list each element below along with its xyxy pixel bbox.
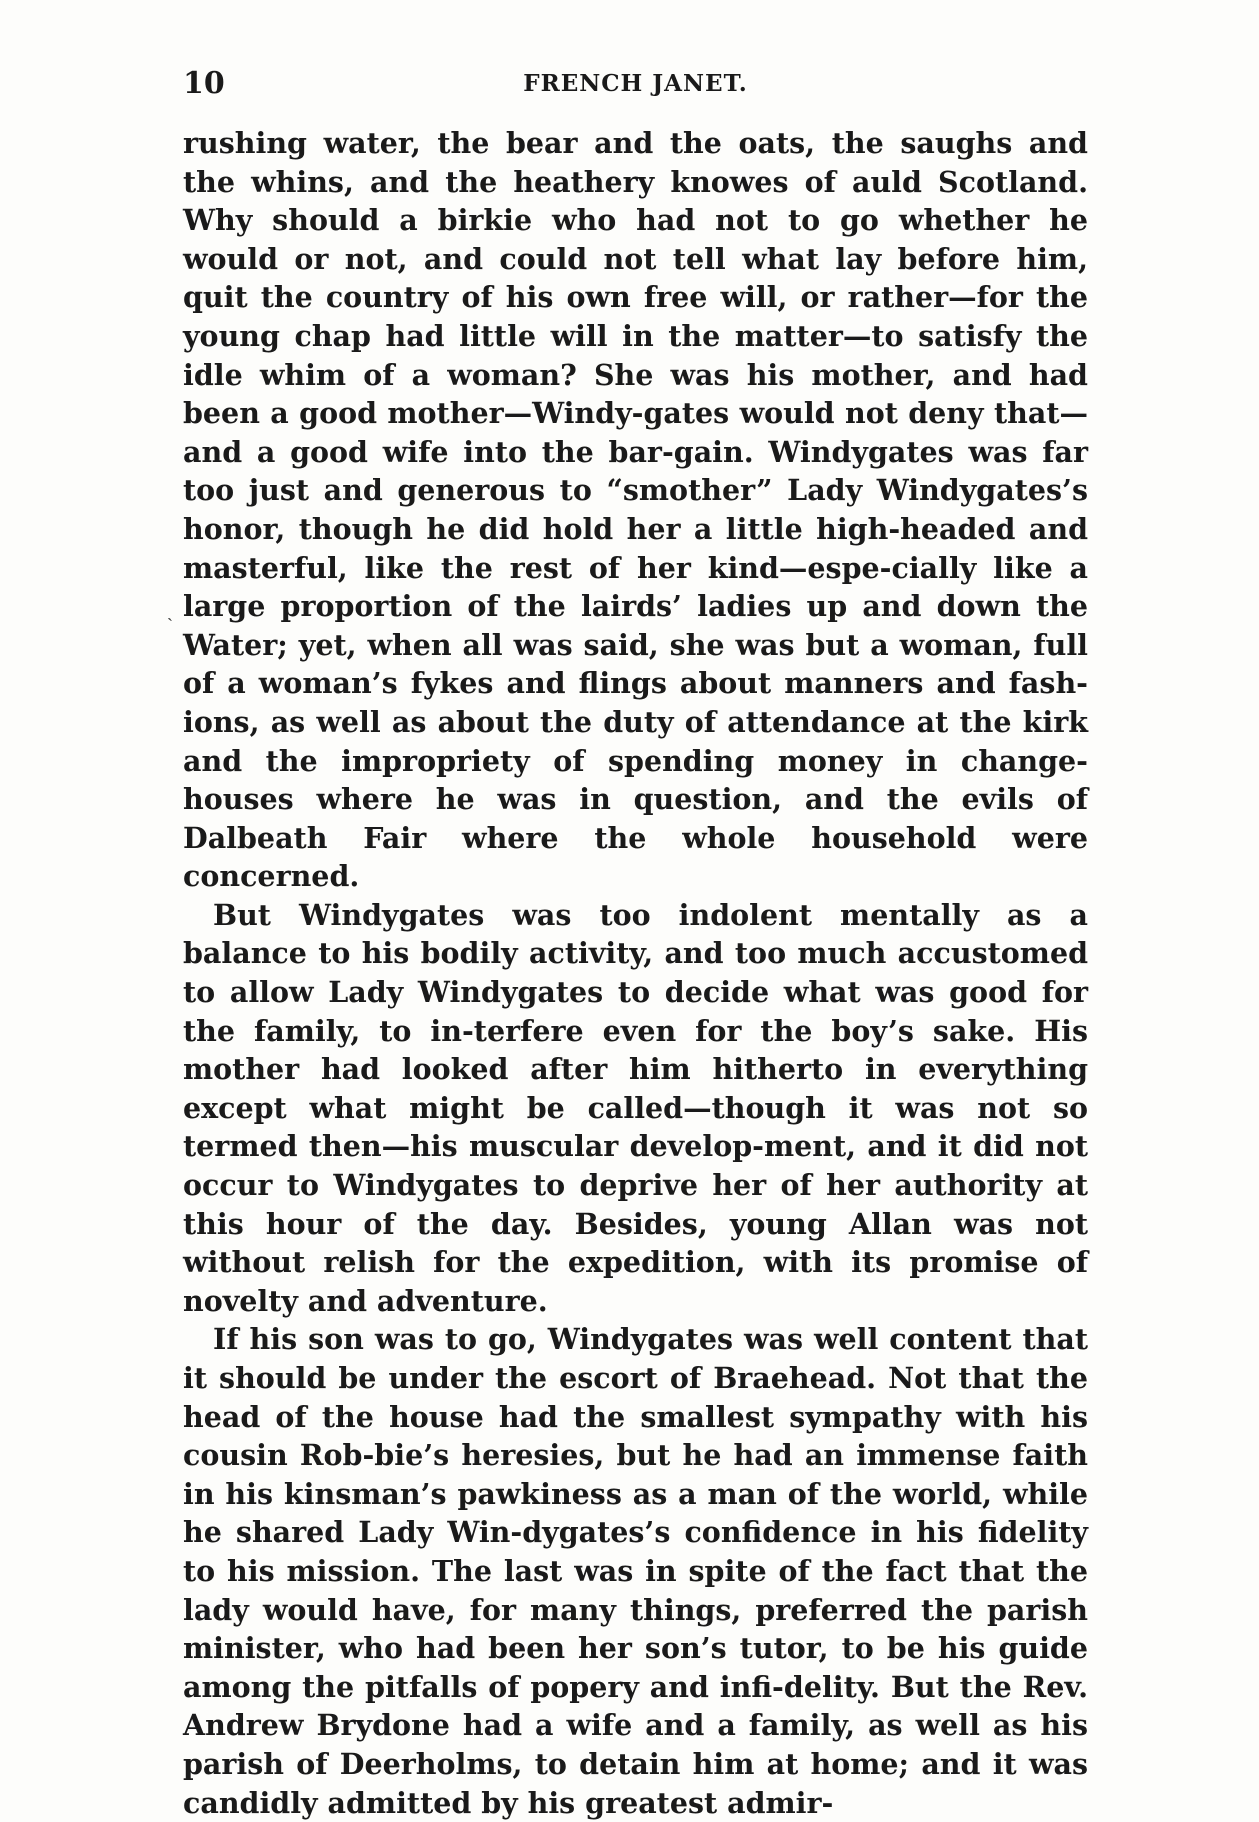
paragraph: rushing water, the bear and the oats, the saughs and the whins, and the heathery knowes of auld Scotland. Why should a birkie who had not to go whether he would or not, and could not tell what lay before him, quit the country of his own free will, or rather—for the young chap had little will in the matter—to satisfy the idle whim of a woman? She was his mother, and had been a good mother—Windy-gates would not deny that—and a good wife into the bar-gain. Windygates was far too just and generous to “smother” Lady Windygates’s honor, though he did hold her a little high-headed and masterful, like the rest of her kind—espe-cially like a large proportion of the lairds’ ladies up and down the Water; yet, when all was said, she was but a woman, full of a woman’s fykes and flings about manners and fash-ions, as well as about the duty of attendance at the kirk and the impropriety of spending money in change-houses where he was in question, and the evils of Dalbeath Fair where the whole household were concerned. [183,126,1088,894]
page-number: 10 [183,66,225,101]
running-title: FRENCH JANET. [523,70,748,97]
running-head [183,66,1088,106]
margin-tick-mark: ˎ [167,601,173,622]
body-text [183,124,1088,1822]
paragraph: If his son was to go, Windygates was well content that it should be under the escort of Braehead. Not that the head of the house had the smallest sympathy with his cousin Rob-bie’s heresies, but he had an immense faith in his kinsman’s pawkiness as a man of the world, while he shared Lady Win-dygates’s confidence in his fidelity to his mission. The last was in spite of the fact that the lady would have, for many things, preferred the parish minister, who had been her son’s tutor, to be his guide among the pitfalls of popery and infi-delity. But the Rev. Andrew Brydone had a wife and a family, as well as his parish of Deerholms, to detain him at home; and it was candidly admitted by his greatest admir- [183,1322,1088,1820]
paragraph: But Windygates was too indolent mentally as a balance to his bodily activity, and too much accustomed to allow Lady Windygates to decide what was good for the family, to in-terfere even for the boy’s sake. His mother had looked after him hitherto in everything except what might be called—though it was not so termed then—his muscular develop-ment, and it did not occur to Windygates to deprive her of her authority at this hour of the day. Besides, young Allan was not without relish for the expedition, with its promise of novelty and adventure. [183,897,1088,1318]
